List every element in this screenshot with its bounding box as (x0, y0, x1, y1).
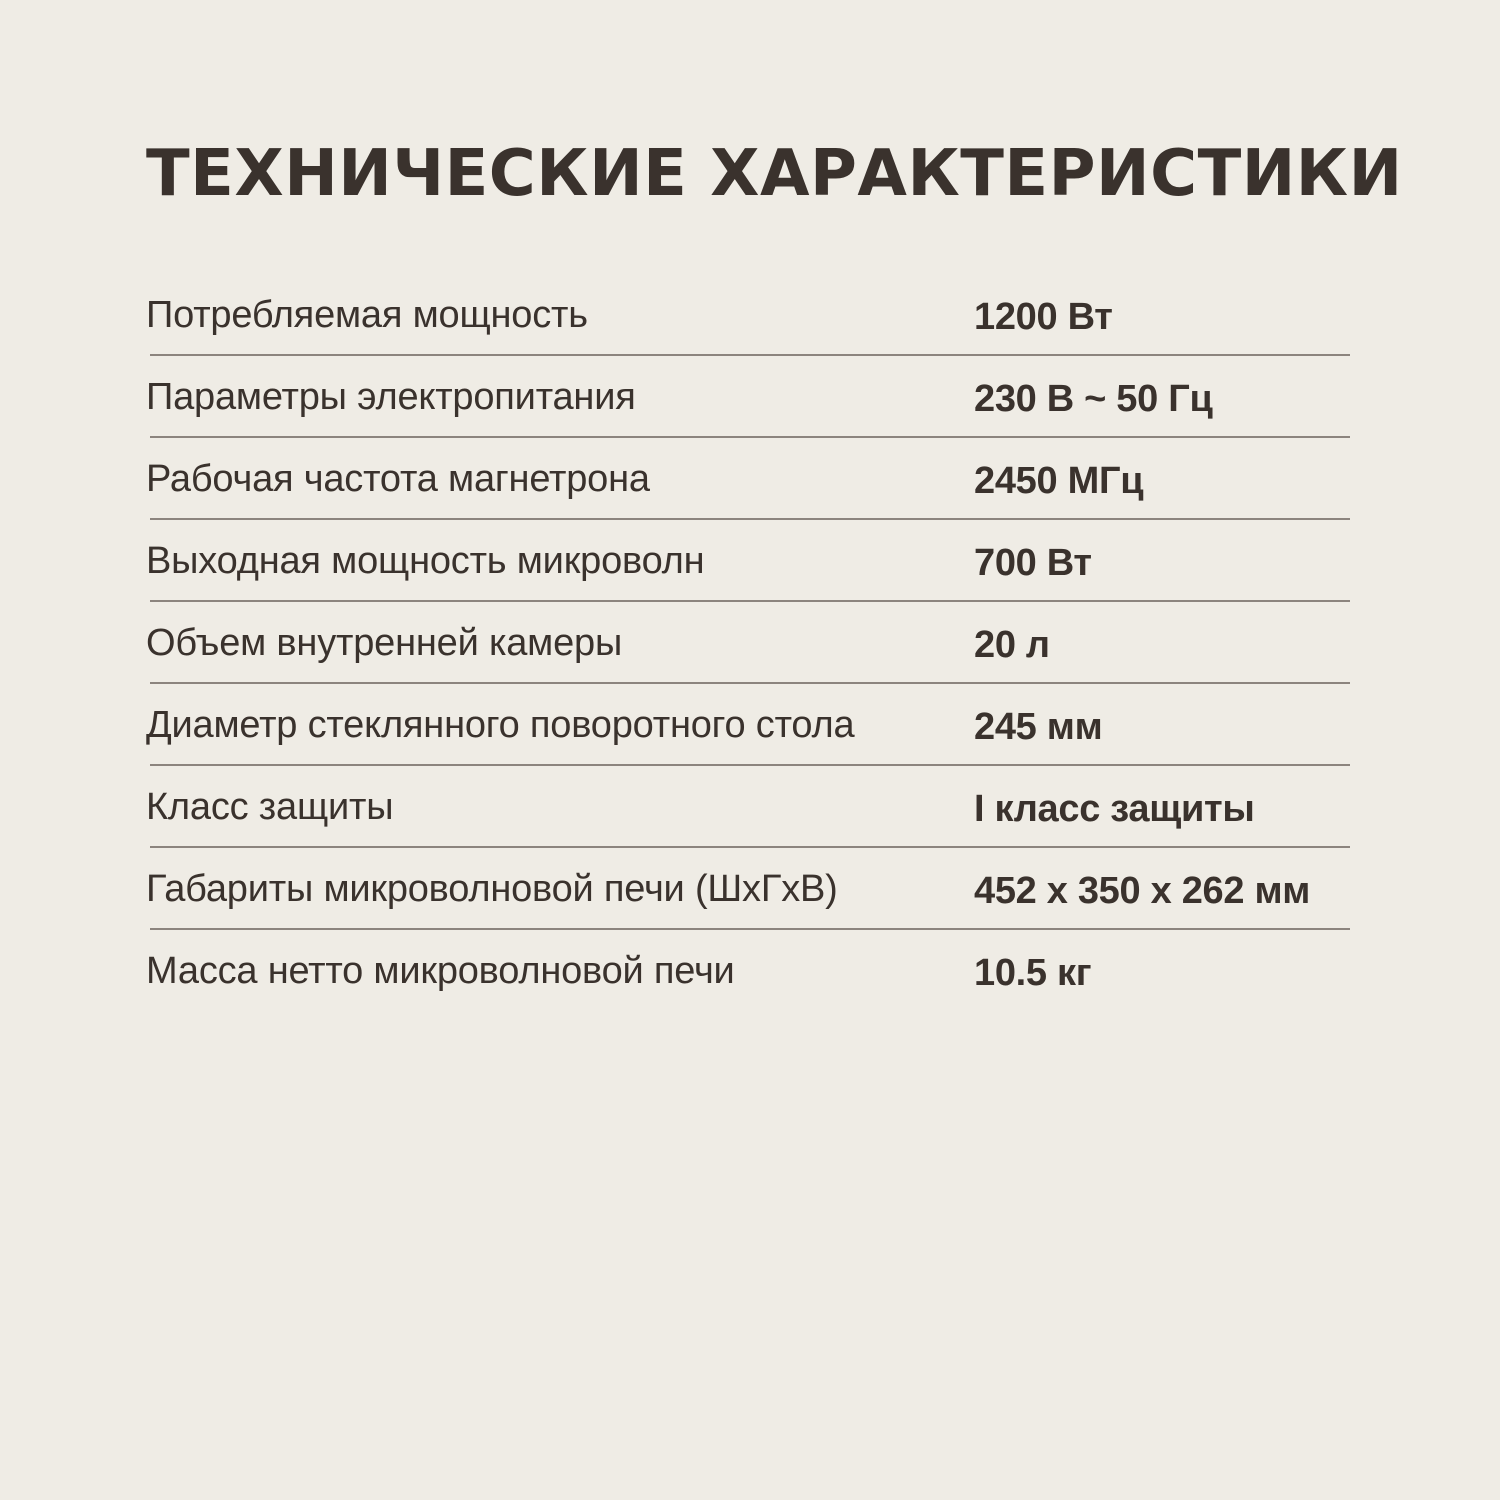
page-title: ТЕХНИЧЕСКИЕ ХАРАКТЕРИСТИКИ (146, 137, 1403, 211)
spec-table (146, 274, 1356, 1012)
spec-label: Потребляемая мощность (146, 294, 588, 336)
spec-label: Диаметр стеклянного поворотного стола (146, 704, 855, 746)
spec-label: Класс защиты (146, 786, 394, 828)
spec-value: I класс защиты (974, 788, 1255, 830)
spec-row-protection-class (146, 766, 1356, 848)
spec-label: Рабочая частота магнетрона (146, 458, 650, 500)
spec-value: 1200 Вт (974, 296, 1113, 338)
spec-value: 230 В ~ 50 Гц (974, 378, 1213, 420)
spec-row-power-consumption (146, 274, 1356, 356)
spec-value: 2450 МГц (974, 460, 1144, 502)
spec-row-chamber-volume (146, 602, 1356, 684)
spec-value: 452 х 350 х 262 мм (974, 870, 1311, 912)
spec-label: Габариты микроволновой печи (ШхГхВ) (146, 868, 838, 910)
spec-row-magnetron-frequency (146, 438, 1356, 520)
spec-value: 10.5 кг (974, 952, 1092, 994)
spec-label: Параметры электропитания (146, 376, 636, 418)
spec-row-dimensions (146, 848, 1356, 930)
spec-value: 700 Вт (974, 542, 1092, 584)
spec-label: Выходная мощность микроволн (146, 540, 705, 582)
spec-value: 245 мм (974, 706, 1103, 748)
spec-row-turntable-diameter (146, 684, 1356, 766)
spec-label: Объем внутренней камеры (146, 622, 623, 664)
spec-row-microwave-output (146, 520, 1356, 602)
spec-row-net-weight (146, 930, 1356, 1012)
spec-label: Масса нетто микроволновой печи (146, 950, 735, 992)
spec-row-power-supply (146, 356, 1356, 438)
spec-value: 20 л (974, 624, 1050, 666)
